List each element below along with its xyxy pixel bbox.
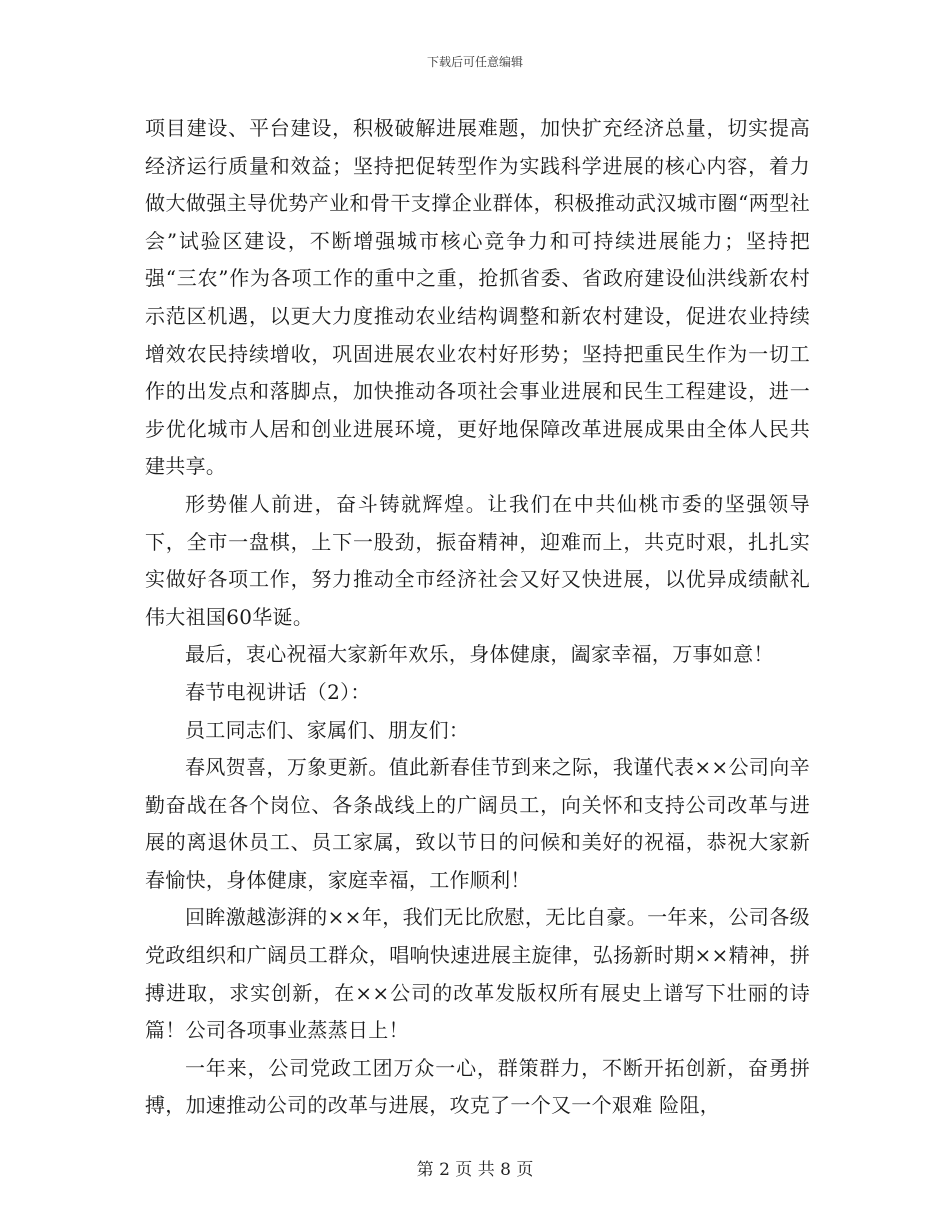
paragraph: 回眸激越澎湃的××年，我们无比欣慰，无比自豪。一年来，公司各级党政组织和广阔员工群众，唱响快速进展主旋律，弘扬新时期××精神，拼搏进取，求实创新，在××公司的改革发版权所有展史上谱写下壮丽的诗篇！公司各项事业蒸蒸日上！ [145, 905, 810, 1043]
page-header: 下载后可任意编辑 [426, 55, 523, 69]
page-footer: 第 2 页 共 8 页 [416, 1160, 534, 1180]
paragraph: 最后，衷心祝福大家新年欢乐，身体健康，阖家幸福，万事如意！ [185, 642, 774, 667]
paragraph: 形势催人前进，奋斗铸就辉煌。让我们在中共仙桃市委的坚强领导下，全市一盘棋，上下一股劲，振奋精神，迎难而上，共克时艰，扎扎实实做好各项工作，努力推动全市经济社会又好又快进展，以优异成绩献礼伟大祖国60华诞。 [145, 491, 810, 629]
paragraph: 一年来，公司党政工团万众一心，群策群力，不断开拓创新，奋勇拼搏，加速推动公司的改革与进展，攻克了一个又一个艰难 险阻， [145, 1055, 810, 1118]
section-heading: 春节电视讲话（2）： [185, 679, 371, 704]
salutation: 员工同志们、家属们、朋友们： [185, 717, 470, 742]
document-body [145, 110, 810, 1125]
paragraph: 春风贺喜，万象更新。值此新春佳节到来之际，我谨代表××公司向辛勤奋战在各个岗位、各条战线上的广阔员工，向关怀和支持公司改革与进展的离退休员工、员工家属，致以节日的问候和美好的祝福，恭祝大家新春愉快，身体健康，家庭幸福，工作顺利！ [145, 755, 810, 892]
paragraph: 项目建设、平台建设，积极破解进展难题，加快扩充经济总量，切实提高经济运行质量和效益；坚持把促转型作为实践科学进展的核心内容，着力做大做强主导优势产业和骨干支撑企业群体，积极推动武汉城市圈“两型社会”试验区建设，不断增强城市核心竞争力和可持续进展能力；坚持把强“三农”作为各项工作的重中之重，抢抓省委、省政府建设仙洪线新农村示范区机遇，以更大力度推动农业结构调整和新农村建设，促进农业持续增效农民持续增收，巩固进展农业农村好形势；坚持把重民生作为一切工作的出发点和落脚点，加快推动各项社会事业进展和民生工程建设，进一步优化城市人居和创业进展环境，更好地保障改革进展成果由全体人民共建共享。 [145, 116, 810, 479]
